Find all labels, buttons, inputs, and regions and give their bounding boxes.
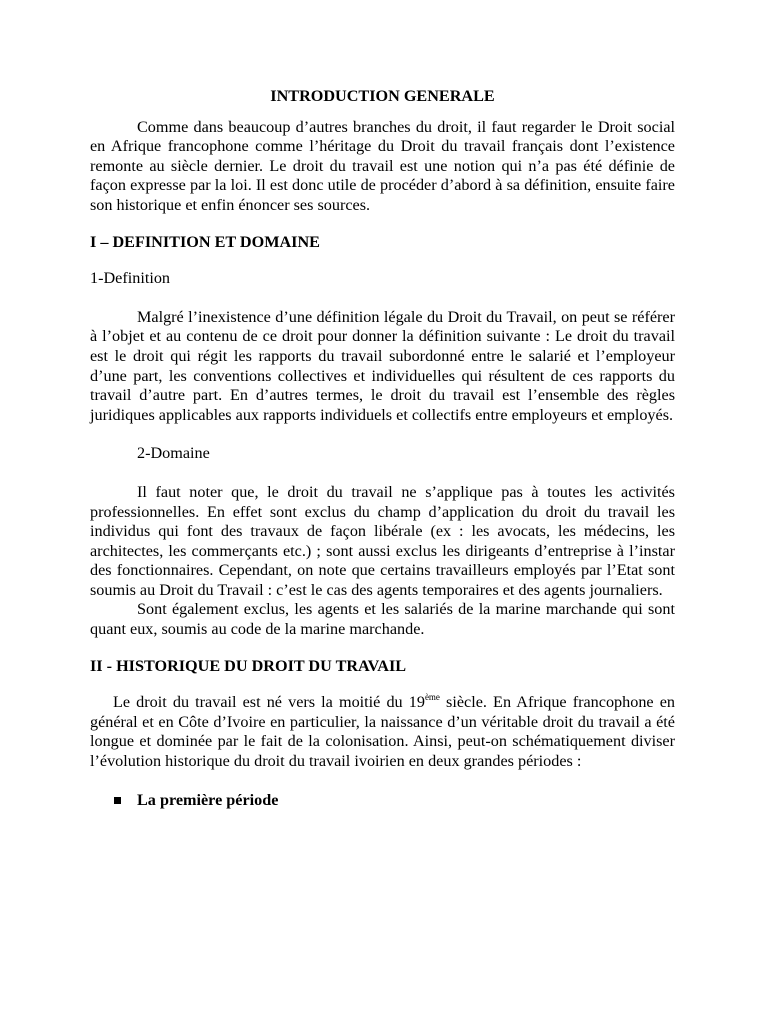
document-page — [90, 87, 675, 810]
domaine-paragraph-2: Sont également exclus, les agents et les salariés de la marine marchande qui sont quant eux, soumis au code de la marine marchande. — [90, 600, 675, 639]
section-2-heading: II - HISTORIQUE DU DROIT DU TRAVAIL — [90, 656, 407, 675]
historique-text-end: siècle. En Afrique francophone en général et en Côte d’Ivoire en particulier, la naissance d’un véritable droit du travail a été longue et dominée par le fait de la colonisation. Ainsi, peut-on schématiquement diviser l’évolution historique du droit du travail ivoirien en deux grandes périodes : — [90, 693, 675, 771]
superscript-eme: ème — [424, 691, 440, 702]
section-1-heading: I – DEFINITION ET DOMAINE — [90, 232, 320, 251]
bullet-item-premiere-periode — [114, 791, 675, 811]
bullet-label: La première période — [137, 790, 279, 809]
historique-text-start: Le droit du travail est né vers la moitié du 19 — [113, 693, 425, 712]
subsection-definition-label: 1-Definition — [90, 269, 171, 288]
intro-paragraph: Comme dans beaucoup d’autres branches du droit, il faut regarder le Droit social en Afrique francophone comme l’héritage du Droit du travail français dont l’existence remonte au siècle dernier. Le droit du travail est une notion qui n’a pas été définie de façon expresse par la loi. Il est donc utile de procéder d’abord à sa définition, ensuite faire son historique et enfin énoncer ses sources. — [90, 117, 675, 214]
historique-paragraph — [90, 693, 675, 771]
domaine-paragraph-1: Il faut noter que, le droit du travail ne s’applique pas à toutes les activités professionnelles. En effet sont exclus du champ d’application du droit du travail les individus qui font des travaux de façon libérale (ex : les avocats, les médecins, les architectes, les commerçants etc.) ; sont aussi exclus les dirigeants d’entreprise à l’instar des fonctionnaires. Cependant, on note que certains travailleurs employés par l’Etat sont soumis au Droit du Travail : c’est le cas des agents temporaires et des agents journaliers. — [90, 482, 675, 599]
subsection-domaine-label: 2-Domaine — [137, 444, 210, 463]
square-bullet-icon — [114, 797, 121, 804]
definition-paragraph: Malgré l’inexistence d’une définition légale du Droit du Travail, on peut se référer à l’objet et au contenu de ce droit pour donner la définition suivante : Le droit du travail est le droit qui régit les rapports du travail subordonné entre le salarié et l’employeur d’une part, les conventions collectives et individuelles qui résultent de ces rapports du travail d’autre part. En d’autres termes, le droit du travail est l’ensemble des règles juridiques applicables aux rapports individuels et collectifs entre employeurs et employés. — [90, 307, 675, 424]
document-title: INTRODUCTION GENERALE — [270, 87, 495, 105]
